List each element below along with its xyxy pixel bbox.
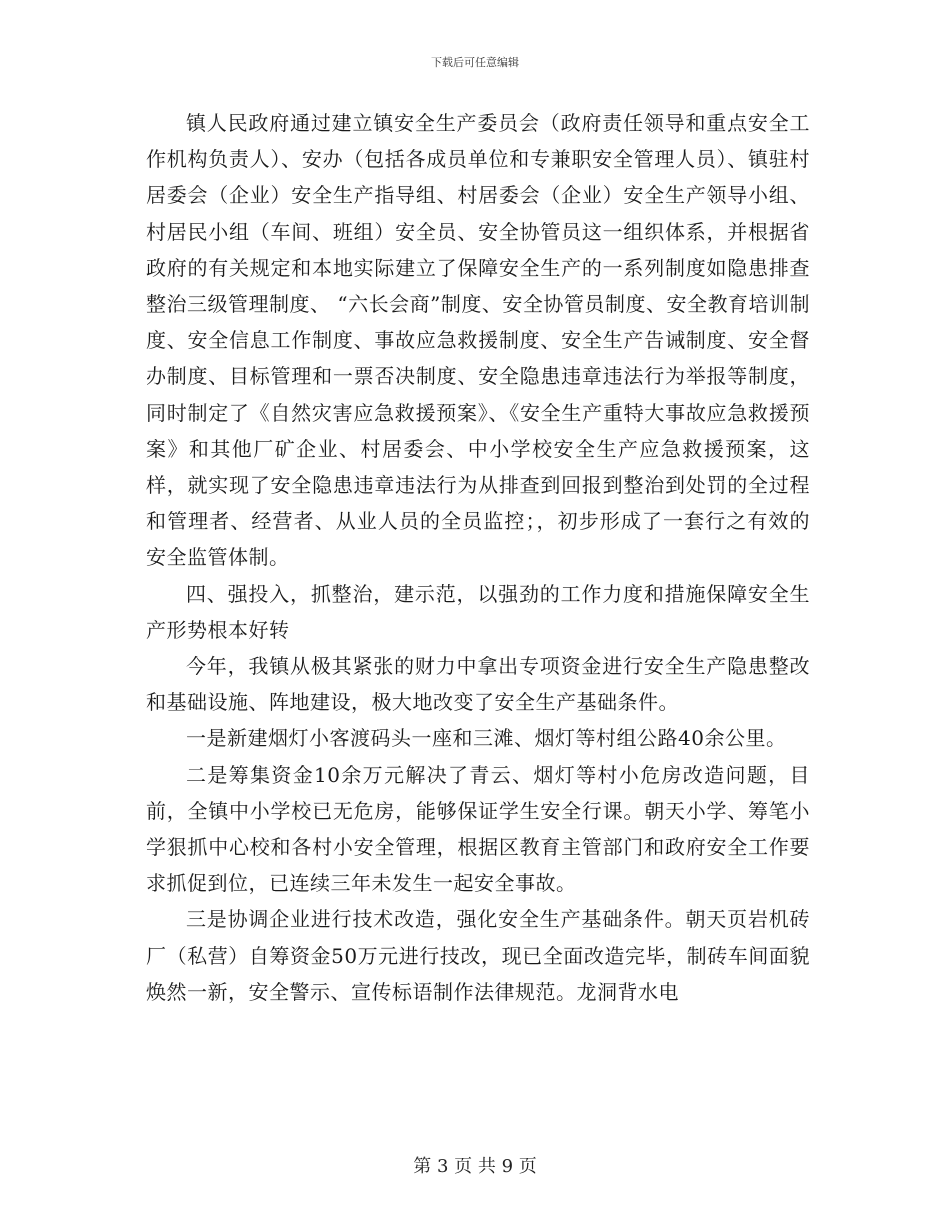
page-number: 第 3 页 共 9 页 bbox=[413, 1156, 537, 1177]
document-body bbox=[146, 105, 810, 1010]
section-heading-four: 四、强投入，抓整治，建示范，以强劲的工作力度和措施保障安全生产形势根本好转 bbox=[146, 581, 810, 642]
paragraph-safety-system: 镇人民政府通过建立镇安全生产委员会（政府责任领导和重点安全工作机构负责人）、安办（包括各成员单位和专兼职安全管理人员）、镇驻村居委会（企业）安全生产指导组、村居委会（企业）安全生产领导小组、村居民小组（车间、班组）安全员、安全协管员这一组织体系，并根据省政府的有关规定和本地实际建立了保障安全生产的一系列制度如隐患排查整治三级管理制度、 “六长会商”制度、安全协管员制度、安全教育培训制度、安全信息工作制度、事故应急救援制度、安全生产告诫制度、安全督办制度、目标管理和一票否决制度、安全隐患违章违法行为举报等制度，同时制定了《自然灾害应急救援预案》、《安全生产重特大事故应急救援预案》和其他厂矿企业、村居委会、中小学校安全生产应急救援预案，这样，就实现了安全隐患违章违法行为从排查到回报到整治到处罚的全过程和管理者、经营者、从业人员的全员监控；，初步形成了一套行之有效的安全监管体制。 bbox=[146, 111, 810, 570]
paragraph-investment: 今年，我镇从极其紧张的财力中拿出专项资金进行安全生产隐患整改和基础设施、阵地建设，极大地改变了安全生产基础条件。 bbox=[146, 654, 810, 715]
paragraph-item-one: 一是新建烟灯小客渡码头一座和三滩、烟灯等村组公路40余公里。 bbox=[186, 726, 787, 751]
paragraph-item-three: 三是协调企业进行技术改造，强化安全生产基础条件。朝天页岩机砖厂（私营）自筹资金50万元进行技改，现已全面改造完毕，制砖车间面貌焕然一新，安全警示、宣传标语制作法律规范。龙洞背水电 bbox=[146, 907, 810, 1004]
header-note: 下载后可任意编辑 bbox=[431, 56, 519, 69]
paragraph-item-two: 二是筹集资金10余万元解决了青云、烟灯等村小危房改造问题，目前，全镇中小学校已无危房，能够保证学生安全行课。朝天小学、筹笔小学狠抓中心校和各村小安全管理，根据区教育主管部门和政府安全工作要求抓促到位，已连续三年未发生一起安全事故。 bbox=[146, 762, 810, 896]
